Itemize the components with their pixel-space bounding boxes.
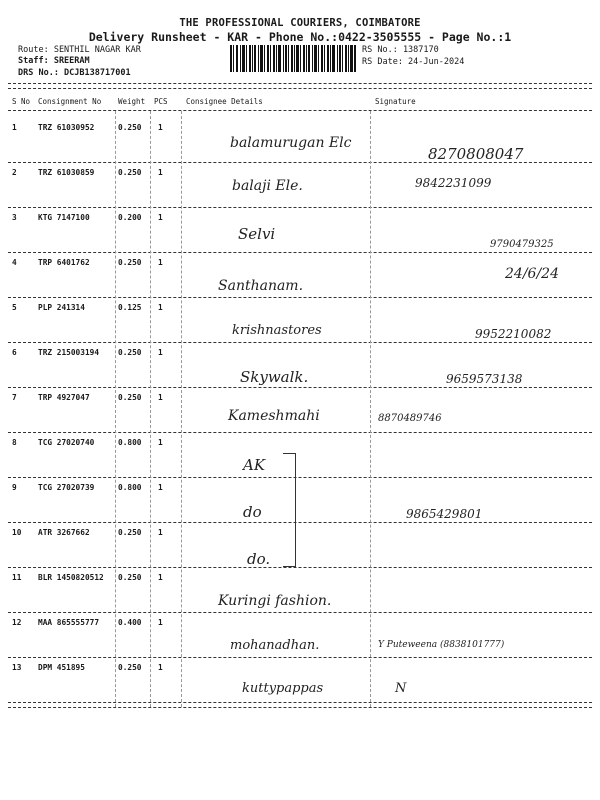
row-consignment-no: MAA 865555777 — [38, 618, 100, 627]
row-consignee: Selvi — [238, 225, 276, 243]
staff-label: Staff: SREERAM — [18, 56, 90, 66]
row-sno: 3 — [12, 213, 17, 222]
row-consignee: balaji Ele. — [232, 178, 303, 194]
row-signature: 9842231099 — [415, 176, 492, 190]
row-consignee: Kameshmahi — [228, 408, 320, 424]
row-pcs: 1 — [158, 123, 163, 132]
row-pcs: 1 — [158, 528, 163, 537]
row-signature: 9659573138 — [446, 372, 523, 386]
row-weight: 0.200 — [118, 213, 142, 222]
row-pcs: 1 — [158, 348, 163, 357]
row-consignment-no: PLP 241314 — [38, 303, 85, 312]
row-weight: 0.250 — [118, 258, 142, 267]
column-guide — [181, 111, 182, 707]
row-divider — [8, 657, 592, 658]
row-consignment-no: DPM 451895 — [38, 663, 85, 672]
row-signature: 9865429801 — [406, 507, 483, 521]
divider — [8, 83, 592, 84]
row-weight: 0.400 — [118, 618, 142, 627]
row-consignee: mohanadhan. — [230, 638, 320, 653]
column-guide — [150, 111, 151, 707]
row-weight: 0.250 — [118, 123, 142, 132]
col-header-signature: Signature — [375, 97, 416, 106]
row-divider — [8, 207, 592, 208]
row-sno: 6 — [12, 348, 17, 357]
table-bottom-divider — [8, 707, 592, 708]
row-pcs: 1 — [158, 618, 163, 627]
company-title: THE PROFESSIONAL COURIERS, COIMBATORE — [179, 17, 421, 29]
row-weight: 0.250 — [118, 573, 142, 582]
header-divider — [8, 110, 592, 111]
row-pcs: 1 — [158, 168, 163, 177]
row-divider — [8, 612, 592, 613]
row-consignment-no: TCG 27020739 — [38, 483, 95, 492]
barcode — [230, 45, 356, 72]
divider — [8, 88, 592, 89]
runsheet-subtitle: Delivery Runsheet - KAR - Phone No.:0422-3505555 - Page No.:1 — [88, 30, 512, 44]
row-divider — [8, 522, 592, 523]
row-pcs: 1 — [158, 303, 163, 312]
row-sno: 11 — [12, 573, 22, 582]
row-signature: N — [395, 681, 407, 696]
route-label: Route: SENTHIL NAGAR KAR — [18, 45, 141, 55]
row-consignment-no: TCG 27020740 — [38, 438, 95, 447]
row-consignment-no: TRZ 215003194 — [38, 348, 100, 357]
column-guide — [370, 111, 371, 707]
row-signature: 9790479325 — [490, 239, 554, 250]
row-sno: 5 — [12, 303, 17, 312]
row-consignment-no: TRZ 61030859 — [38, 168, 95, 177]
row-sno: 7 — [12, 393, 17, 402]
row-consignee: do — [243, 503, 262, 521]
row-weight: 0.250 — [118, 393, 142, 402]
col-header-pcs: PCS — [154, 97, 168, 106]
row-sno: 1 — [12, 123, 17, 132]
row-consignee: kuttypappas — [242, 681, 324, 696]
row-signature: 8870489746 — [378, 413, 442, 424]
col-header-weight: Weight — [118, 97, 146, 106]
drs-number: DRS No.: DCJB138717001 — [18, 68, 131, 78]
row-pcs: 1 — [158, 258, 163, 267]
row-sno: 8 — [12, 438, 17, 447]
row-divider — [8, 162, 592, 163]
row-consignment-no: ATR 3267662 — [38, 528, 90, 537]
row-weight: 0.125 — [118, 303, 142, 312]
row-pcs: 1 — [158, 483, 163, 492]
row-pcs: 1 — [158, 438, 163, 447]
row-weight: 0.250 — [118, 528, 142, 537]
row-divider — [8, 477, 592, 478]
row-consignment-no: TRP 4927047 — [38, 393, 90, 402]
row-pcs: 1 — [158, 573, 163, 582]
row-pcs: 1 — [158, 213, 163, 222]
row-pcs: 1 — [158, 393, 163, 402]
row-weight: 0.800 — [118, 438, 142, 447]
row-divider — [8, 432, 592, 433]
row-weight: 0.800 — [118, 483, 142, 492]
row-divider — [8, 342, 592, 343]
row-divider — [8, 567, 592, 568]
row-consignment-no: TRP 6401762 — [38, 258, 90, 267]
row-sno: 13 — [12, 663, 22, 672]
row-weight: 0.250 — [118, 168, 142, 177]
row-consignee: balamurugan Elc — [230, 135, 352, 151]
row-consignment-no: BLR 1450820512 — [38, 573, 104, 582]
column-guide — [115, 111, 116, 707]
row-signature: 24/6/24 — [505, 266, 559, 282]
row-sno: 4 — [12, 258, 17, 267]
row-consignment-no: KTG 7147100 — [38, 213, 90, 222]
row-signature: 9952210082 — [475, 327, 552, 341]
row-sno: 2 — [12, 168, 17, 177]
row-consignee: Kuringi fashion. — [218, 593, 332, 609]
row-divider — [8, 702, 592, 703]
row-divider — [8, 297, 592, 298]
row-consignee: Santhanam. — [218, 278, 304, 294]
row-consignee: do. — [247, 550, 271, 568]
row-consignee: AK — [243, 456, 266, 474]
row-pcs: 1 — [158, 663, 163, 672]
ditto-bracket — [283, 453, 296, 567]
row-consignee: krishnastores — [232, 323, 322, 338]
row-signature: Y Puteweena (8838101777) — [378, 640, 505, 650]
row-consignee: Skywalk. — [240, 368, 309, 386]
row-signature: 8270808047 — [428, 145, 524, 163]
row-sno: 10 — [12, 528, 22, 537]
rs-date: RS Date: 24-Jun-2024 — [362, 57, 465, 67]
row-weight: 0.250 — [118, 348, 142, 357]
col-header-sno: S No — [12, 97, 31, 106]
row-sno: 12 — [12, 618, 22, 627]
row-divider — [8, 252, 592, 253]
col-header-consignment: Consignment No — [38, 97, 102, 106]
rs-number: RS No.: 1387170 — [362, 45, 439, 55]
row-sno: 9 — [12, 483, 17, 492]
row-weight: 0.250 — [118, 663, 142, 672]
row-consignment-no: TRZ 61030952 — [38, 123, 95, 132]
col-header-consignee: Consignee Details — [186, 97, 263, 106]
row-divider — [8, 387, 592, 388]
